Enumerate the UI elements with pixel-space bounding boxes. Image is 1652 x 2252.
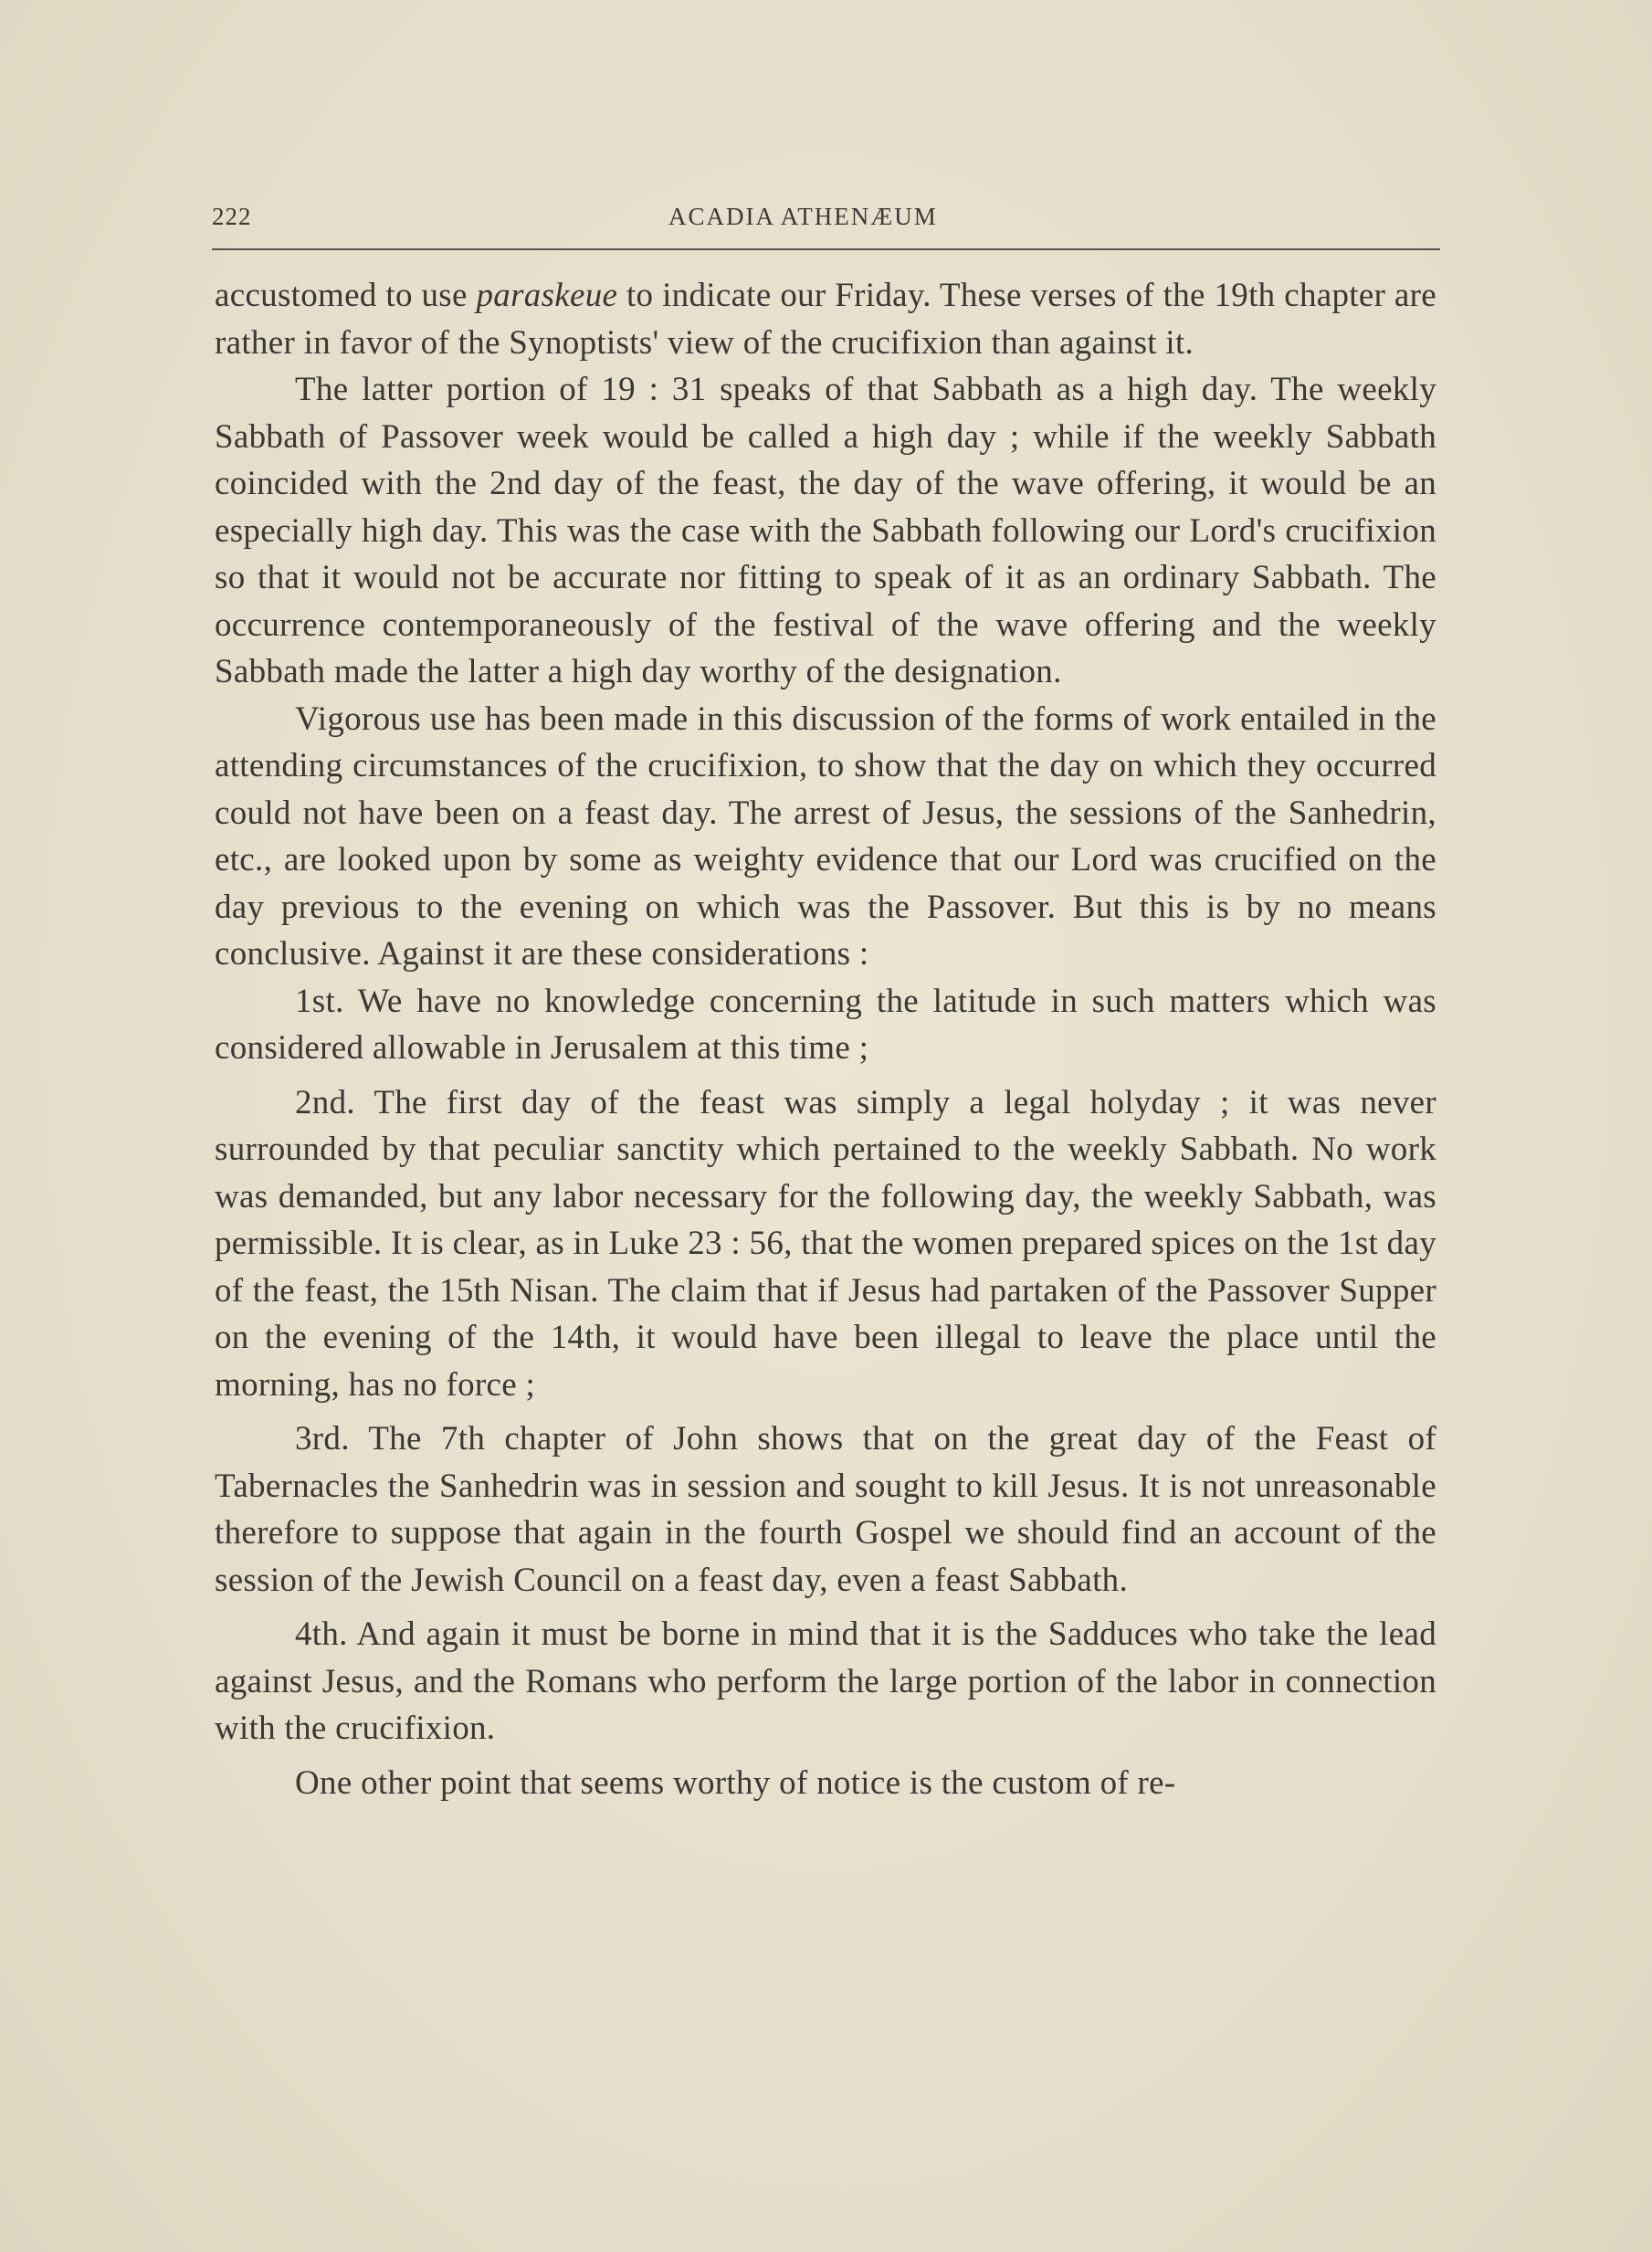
- italic-term: paraskeue: [476, 277, 618, 314]
- paragraph-3: Vigorous use has been made in this discussion of the forms of work entailed in the attending circumstances of the crucifixion, to show that the day on which they occurred could not have been on a feast day. The arrest of Jesus, the sessions of the Sanhedrin, etc., are looked upon by some as weighty evidence that our Lord was crucified on the day previous to the evening on which was the Passover. But this is by no means conclusive. Against it are these considerations :: [215, 700, 1436, 973]
- body-text: [215, 272, 1436, 1806]
- page-header: [212, 203, 1440, 239]
- paragraph-1-start: accustomed to use: [215, 277, 477, 314]
- header-rule: [212, 248, 1440, 250]
- paragraph-2: The latter portion of 19 : 31 speaks of that Sabbath as a high day. The weekly Sabbath of Passover week would be called a high day ; while if the weekly Sabbath coincided with the 2nd day of the feast, the day of the wave offering, it would be an especially high day. This was the case with the Sabbath following our Lord's crucifixion so that it would not be accurate nor fitting to speak of it as an ordinary Sabbath. The occurrence contemporaneously of the festival of the wave offering and the weekly Sabbath made the latter a high day worthy of the designation.: [215, 371, 1436, 690]
- paragraph-5: 2nd. The first day of the feast was simply a legal holyday ; it was never surrounded by that peculiar sanctity which pertained to the weekly Sabbath. No work was demanded, but any labor necessary for the following day, the weekly Sabbath, was permissible. It is clear, as in Luke 23 : 56, that the women prepared spices on the 1st day of the feast, the 15th Nisan. The claim that if Jesus had partaken of the Passover Supper on the evening of the 14th, it would have been illegal to leave the place until the morning, has no force ;: [215, 1083, 1436, 1404]
- paragraph-4: 1st. We have no knowledge concerning the latitude in such matters which was considered allowable in Jerusalem at this time ;: [215, 982, 1436, 1067]
- paragraph-1-end: to indicate our Friday. These verses of the 19th chapter are rather in favor of the Synoptists' view of the crucifixion than against it.: [215, 277, 1436, 362]
- paragraph-7: 4th. And again it must be borne in mind that it is the Sadduces who take the lead against Jesus, and the Romans who perform the large portion of the labor in connection with the crucifixion.: [215, 1615, 1436, 1747]
- paragraph-1: [215, 272, 1436, 366]
- page-number: 222: [212, 203, 252, 230]
- running-head: ACADIA ATHENÆUM: [668, 203, 938, 230]
- paragraph-6: 3rd. The 7th chapter of John shows that on the great day of the Feast of Tabernacles the Sanhedrin was in session and sought to kill Jesus. It is not unreasonable therefore to suppose that again in the fourth Gospel we should find an account of the session of the Jewish Council on a feast day, even a feast Sabbath.: [215, 1420, 1436, 1599]
- paragraph-8: One other point that seems worthy of notice is the custom of re-: [295, 1763, 1176, 1802]
